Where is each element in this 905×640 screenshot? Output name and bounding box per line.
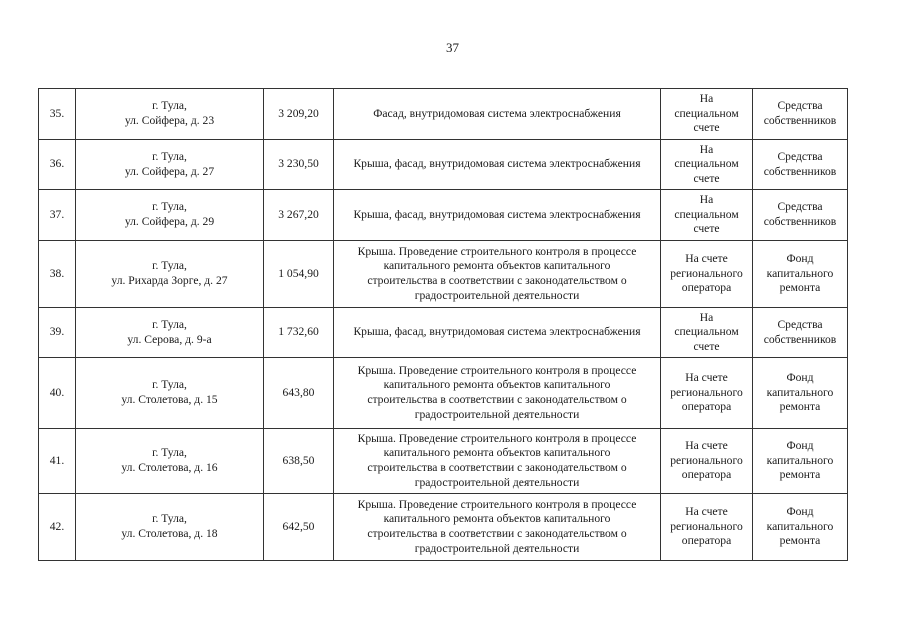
funding-source-cell-line: Средства: [777, 99, 823, 113]
area-cell: [264, 358, 334, 429]
row-number-cell-line: 42.: [49, 519, 65, 533]
row-number-cell: [39, 358, 76, 429]
work-type-cell: [334, 429, 661, 494]
work-type-cell-line: Крыша, фасад, внутридомовая система электроснабжения: [353, 207, 641, 221]
area-cell: [264, 241, 334, 308]
funding-source-cell-line: собственников: [763, 332, 837, 346]
funding-source-cell: [753, 308, 848, 358]
account-type-cell-line: На: [699, 310, 714, 324]
funding-source-cell-line: Фонд: [786, 505, 814, 519]
repair-program-table: [38, 88, 848, 561]
row-number-cell-line: 40.: [49, 385, 65, 399]
work-type-cell-line: градостроительной деятельности: [414, 288, 580, 302]
funding-source-cell-line: Фонд: [786, 371, 814, 385]
work-type-cell-line: Фасад, внутридомовая система электроснабжения: [373, 106, 621, 120]
account-type-cell: [661, 429, 753, 494]
funding-source-cell-line: ремонта: [779, 468, 821, 482]
area-cell: [264, 190, 334, 241]
work-type-cell-line: Крыша. Проведение строительного контроля в процессе: [357, 497, 637, 511]
area-cell-line: 1 732,60: [278, 325, 319, 339]
address-cell-line: г. Тула,: [152, 512, 187, 526]
row-number-cell-line: 35.: [49, 106, 65, 120]
table-row: [39, 241, 848, 308]
funding-source-cell-line: Средства: [777, 317, 823, 331]
work-type-cell-line: Крыша. Проведение строительного контроля в процессе: [357, 363, 637, 377]
work-type-cell-line: Крыша. Проведение строительного контроля в процессе: [357, 431, 637, 445]
funding-source-cell-line: капитального: [766, 385, 834, 399]
work-type-cell-line: капитального ремонта объектов капитального: [383, 512, 611, 526]
funding-source-cell-line: ремонта: [779, 281, 821, 295]
account-type-cell: [661, 494, 753, 561]
address-cell-line: ул. Сойфера, д. 27: [124, 164, 215, 178]
work-type-cell: [334, 140, 661, 190]
account-type-cell-line: На: [699, 92, 714, 106]
address-cell: [76, 429, 264, 494]
funding-source-cell-line: капитального: [766, 519, 834, 533]
funding-source-cell-line: Фонд: [786, 252, 814, 266]
funding-source-cell-line: Средства: [777, 149, 823, 163]
table-row: [39, 494, 848, 561]
work-type-cell: [334, 241, 661, 308]
address-cell-line: г. Тула,: [152, 446, 187, 460]
funding-source-cell: [753, 190, 848, 241]
address-cell-line: ул. Рихарда Зорге, д. 27: [111, 274, 228, 287]
account-type-cell-line: регионального: [670, 519, 743, 533]
account-type-cell-line: специальном: [674, 106, 739, 120]
work-type-cell: [334, 358, 661, 429]
account-type-cell-line: специальном: [674, 207, 739, 221]
work-type-cell-line: градостроительной деятельности: [414, 407, 580, 421]
table-row: [39, 308, 848, 358]
funding-source-cell: [753, 140, 848, 190]
account-type-cell: [661, 140, 753, 190]
work-type-cell-line: строительства в соответствии с законодательством о: [367, 393, 627, 406]
work-type-cell-line: капитального ремонта объектов капитального: [383, 446, 611, 460]
area-cell-line: 1 054,90: [278, 266, 319, 280]
work-type-cell-line: строительства в соответствии с законодательством о: [367, 461, 627, 474]
account-type-cell: [661, 358, 753, 429]
account-type-cell: [661, 308, 753, 358]
row-number-cell-line: 39.: [49, 325, 65, 339]
row-number-cell: [39, 494, 76, 561]
funding-source-cell-line: собственников: [763, 114, 837, 127]
account-type-cell-line: На: [699, 142, 714, 156]
table-row: [39, 89, 848, 140]
funding-source-cell: [753, 429, 848, 494]
address-cell: [76, 358, 264, 429]
row-number-cell-line: 36.: [49, 157, 65, 171]
funding-source-cell: [753, 241, 848, 308]
address-cell-line: ул. Сойфера, д. 29: [124, 215, 215, 228]
address-cell-line: г. Тула,: [152, 378, 187, 392]
page-number: 37: [446, 40, 459, 55]
area-cell-line: 3 230,50: [278, 157, 319, 171]
work-type-cell-line: капитального ремонта объектов капитального: [383, 259, 611, 273]
row-number-cell-line: 38.: [49, 266, 65, 280]
funding-source-cell-line: ремонта: [779, 400, 821, 414]
row-number-cell: [39, 89, 76, 140]
account-type-cell-line: оператора: [681, 281, 732, 295]
row-number-cell: [39, 140, 76, 190]
account-type-cell-line: оператора: [681, 400, 732, 414]
funding-source-cell-line: собственников: [763, 215, 837, 228]
account-type-cell-line: регионального: [670, 453, 743, 467]
area-cell: [264, 89, 334, 140]
work-type-cell: [334, 89, 661, 140]
funding-source-cell-line: капитального: [766, 266, 834, 280]
row-number-cell: [39, 308, 76, 358]
address-cell: [76, 190, 264, 241]
area-cell: [264, 140, 334, 190]
work-type-cell-line: Крыша, фасад, внутридомовая система электроснабжения: [353, 325, 641, 339]
account-type-cell-line: оператора: [681, 468, 732, 482]
table-row: [39, 429, 848, 494]
funding-source-cell: [753, 358, 848, 429]
account-type-cell: [661, 190, 753, 241]
account-type-cell-line: счете: [693, 222, 720, 236]
table-row: [39, 358, 848, 429]
account-type-cell-line: На счете: [685, 252, 728, 266]
area-cell: [264, 429, 334, 494]
area-cell-line: 638,50: [282, 453, 315, 467]
address-cell: [76, 89, 264, 140]
funding-source-cell: [753, 494, 848, 561]
work-type-cell: [334, 494, 661, 561]
address-cell-line: г. Тула,: [152, 149, 187, 163]
work-type-cell-line: Крыша, фасад, внутридомовая система электроснабжения: [353, 157, 641, 171]
account-type-cell-line: специальном: [674, 325, 739, 339]
table-row: [39, 190, 848, 241]
account-type-cell-line: На счете: [685, 505, 728, 519]
area-cell-line: 3 209,20: [278, 106, 319, 120]
row-number-cell: [39, 190, 76, 241]
funding-source-cell-line: Средства: [777, 200, 823, 214]
table-row: [39, 140, 848, 190]
work-type-cell: [334, 308, 661, 358]
account-type-cell-line: регионального: [670, 266, 743, 280]
account-type-cell: [661, 241, 753, 308]
address-cell-line: ул. Столетова, д. 18: [121, 527, 218, 540]
address-cell-line: ул. Столетова, д. 15: [121, 393, 218, 406]
account-type-cell-line: счете: [693, 171, 720, 185]
funding-source-cell-line: капитального: [766, 453, 834, 467]
funding-source-cell: [753, 89, 848, 140]
address-cell: [76, 494, 264, 561]
address-cell-line: ул. Столетова, д. 16: [121, 461, 218, 474]
account-type-cell-line: На счете: [685, 371, 728, 385]
account-type-cell-line: регионального: [670, 385, 743, 399]
row-number-cell-line: 41.: [49, 453, 65, 467]
funding-source-cell-line: собственников: [763, 164, 837, 178]
work-type-cell-line: градостроительной деятельности: [414, 475, 580, 489]
area-cell: [264, 494, 334, 561]
area-cell: [264, 308, 334, 358]
account-type-cell-line: специальном: [674, 157, 739, 171]
account-type-cell-line: счете: [693, 121, 720, 135]
funding-source-cell-line: Фонд: [786, 439, 814, 453]
address-cell: [76, 140, 264, 190]
account-type-cell-line: На: [699, 193, 714, 207]
work-type-cell-line: строительства в соответствии с законодательством о: [367, 274, 627, 287]
work-type-cell-line: градостроительной деятельности: [414, 541, 580, 555]
address-cell-line: ул. Серова, д. 9-а: [127, 332, 212, 346]
row-number-cell-line: 37.: [49, 207, 65, 221]
row-number-cell: [39, 429, 76, 494]
work-type-cell-line: Крыша. Проведение строительного контроля в процессе: [357, 244, 637, 258]
area-cell-line: 3 267,20: [278, 207, 319, 221]
address-cell-line: г. Тула,: [152, 99, 187, 113]
row-number-cell: [39, 241, 76, 308]
funding-source-cell-line: ремонта: [779, 534, 821, 548]
work-type-cell-line: капитального ремонта объектов капитального: [383, 378, 611, 392]
address-cell-line: г. Тула,: [152, 317, 187, 331]
area-cell-line: 643,80: [282, 385, 315, 399]
address-cell-line: г. Тула,: [152, 200, 187, 214]
account-type-cell-line: На счете: [685, 439, 728, 453]
work-type-cell: [334, 190, 661, 241]
address-cell-line: ул. Сойфера, д. 23: [124, 114, 215, 127]
account-type-cell-line: оператора: [681, 534, 732, 548]
address-cell: [76, 308, 264, 358]
account-type-cell: [661, 89, 753, 140]
area-cell-line: 642,50: [282, 519, 315, 533]
address-cell: [76, 241, 264, 308]
address-cell-line: г. Тула,: [152, 259, 187, 273]
account-type-cell-line: счете: [693, 339, 720, 353]
work-type-cell-line: строительства в соответствии с законодательством о: [367, 527, 627, 540]
